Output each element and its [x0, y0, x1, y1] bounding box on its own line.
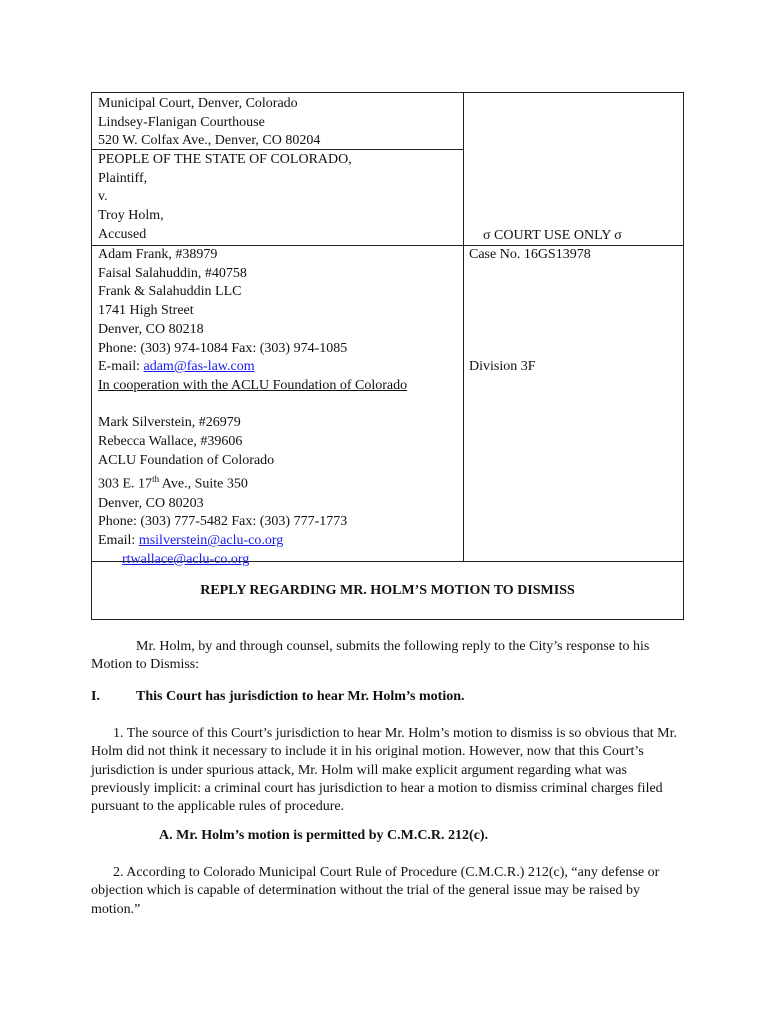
counsel-phone: Phone: (303) 974-1084 Fax: (303) 974-1085: [98, 340, 348, 356]
cooperation-note: In cooperation with the ACLU Foundation of Colorado: [98, 377, 408, 393]
counsel-name-1: Adam Frank, #38979: [98, 247, 218, 262]
section-1-number: I.: [91, 689, 100, 704]
street-2-ordinal: th: [152, 474, 160, 485]
counsel-firm: Frank & Salahuddin LLC: [98, 284, 242, 300]
versus: v.: [98, 189, 108, 205]
counsel-phone-2: Phone: (303) 777-5482 Fax: (303) 777-1773: [98, 514, 348, 530]
court-address: 520 W. Colfax Ave., Denver, CO 80204: [98, 133, 321, 149]
case-number: Case No. 16GS13978: [469, 247, 591, 262]
subsection-a-heading: A. Mr. Holm’s motion is permitted by C.M.C.R. 212(c).: [159, 828, 489, 843]
counsel-email-label: E-mail:: [98, 359, 144, 375]
division: Division 3F: [469, 359, 536, 374]
section-1-heading: This Court has jurisdiction to hear Mr. Holm’s motion.: [136, 689, 465, 704]
counsel-block: [98, 246, 407, 570]
counsel-org: ACLU Foundation of Colorado: [98, 452, 275, 468]
counsel-city: Denver, CO 80218: [98, 321, 204, 337]
street-2-rest: Ave., Suite 350: [159, 477, 248, 493]
court-name: Municipal Court, Denver, Colorado: [98, 96, 298, 111]
counsel-email-link[interactable]: adam@fas-law.com: [143, 359, 255, 375]
counsel-email-line: [98, 358, 407, 377]
parties-block: [98, 151, 352, 245]
counsel-street-2: [98, 470, 407, 494]
counsel-street: 1741 High Street: [98, 303, 194, 319]
document-title: REPLY REGARDING MR. HOLM’S MOTION TO DISMISS: [200, 583, 575, 598]
counsel-email-link-3[interactable]: rtwallace@aclu-co.org: [122, 551, 250, 567]
court-block: [98, 95, 320, 151]
counsel-email-label-2: Email:: [98, 533, 139, 549]
intro-paragraph: Mr. Holm, by and through counsel, submits the following reply to the City’s response to his Motion to Dismiss:: [91, 639, 650, 673]
accused-name: Troy Holm,: [98, 208, 164, 224]
paragraph-2: 2. According to Colorado Municipal Court Rule of Procedure (C.M.C.R.) 212(c), “any defense or objection which is capable of determination without the trial of the general issue may be raised by motion.”: [91, 865, 660, 917]
street-2-number: 303 E. 17: [98, 477, 153, 493]
counsel-city-2: Denver, CO 80203: [98, 495, 204, 511]
court-use-only: σ COURT USE ONLY σ: [483, 228, 622, 243]
counsel-email-line-2: [98, 532, 407, 551]
plaintiff-name: PEOPLE OF THE STATE OF COLORADO,: [98, 152, 352, 167]
counsel-email-link-2[interactable]: msilverstein@aclu-co.org: [138, 533, 284, 549]
paragraph-1: 1. The source of this Court’s jurisdiction to hear Mr. Holm’s motion to dismiss is so obvious that Mr. Holm did not think it necessary to include it in his original motion. However, now that this Court’s jurisdiction is under spurious attack, Mr. Holm will make explicit argument regarding what was previously implicit: a criminal court has jurisdiction to hear a motion to dismiss criminal charges filed pursuant to the applicable rules of procedure.: [91, 726, 678, 815]
counsel-name-2: Faisal Salahuddin, #40758: [98, 265, 247, 281]
caption-vertical-divider: [463, 93, 464, 561]
counsel-name-4: Rebecca Wallace, #39606: [98, 434, 243, 450]
counsel-email-line-3: [98, 551, 407, 570]
plaintiff-label: Plaintiff,: [98, 170, 148, 186]
accused-label: Accused: [98, 226, 147, 242]
blank-line: [98, 396, 407, 415]
courthouse-name: Lindsey-Flanigan Courthouse: [98, 114, 265, 130]
caption-box: [91, 92, 684, 620]
counsel-name-3: Mark Silverstein, #26979: [98, 415, 241, 431]
